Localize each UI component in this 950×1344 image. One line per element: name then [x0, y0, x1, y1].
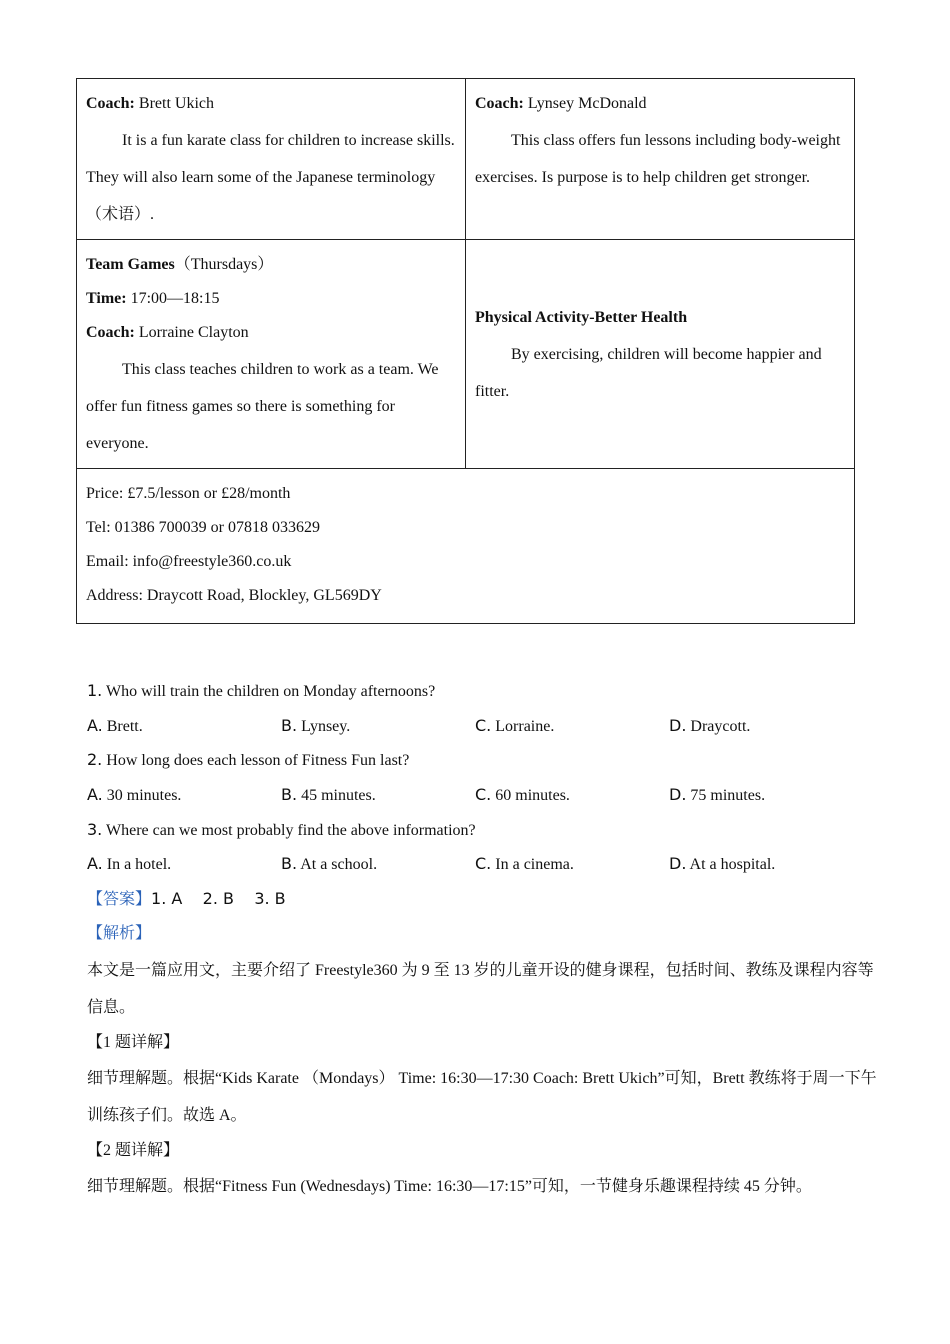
- tel-text: Tel: 01386 700039 or 07818 033629: [86, 519, 320, 536]
- option-a: A. Brett.: [87, 715, 143, 735]
- coach-label: Coach:: [86, 324, 135, 341]
- analysis-label: 【解析】: [87, 924, 152, 942]
- table-row: [77, 79, 855, 240]
- options-2: [87, 778, 877, 813]
- q1-detail-title: 【1 题详解】: [87, 1033, 180, 1051]
- coach-label: Coach:: [475, 95, 524, 112]
- team-games-cell: [77, 240, 466, 469]
- options-3: [87, 847, 877, 882]
- answer-line: [87, 882, 877, 917]
- fitness-cell: [466, 79, 855, 240]
- class-description: This class teaches children to work as a team. We offer fun fitness games so there is something for everyone.: [86, 361, 439, 452]
- q1-detail-text: 细节理解题。根据“Kids Karate （Mondays） Time: 16:30—17:30 Coach: Brett Ukich”可知，Brett 教练将于周一下午训练孩子们。故选 A。: [87, 1069, 877, 1124]
- question-number: 3.: [87, 819, 103, 839]
- coach-label: Coach:: [86, 95, 135, 112]
- class-description: This class offers fun lessons including body-weight exercises. Is purpose is to help children get stronger.: [475, 132, 841, 186]
- option-c: C. 60 minutes.: [475, 785, 570, 805]
- option-b: B. At a school.: [281, 854, 378, 874]
- answer-label: 【答案】: [87, 891, 152, 909]
- coach-name: Lynsey McDonald: [527, 95, 647, 112]
- option-c: C. In a cinema.: [475, 854, 574, 874]
- option-c: C. Lorraine.: [475, 715, 555, 735]
- questions-section: [87, 674, 877, 1205]
- option-d: D. At a hospital.: [669, 854, 776, 874]
- option-d: D. Draycott.: [669, 715, 751, 735]
- coach-name: Brett Ukich: [138, 95, 214, 112]
- course-info-table: [76, 78, 855, 624]
- option-b: B. 45 minutes.: [281, 785, 376, 805]
- table-row: [77, 469, 855, 624]
- question-number: 1.: [87, 681, 103, 700]
- email-text: Email: info@freestyle360.co.uk: [86, 553, 292, 570]
- question-text: How long does each lesson of Fitness Fun last?: [106, 752, 410, 770]
- karate-cell: [77, 79, 466, 240]
- question-1: [87, 674, 877, 709]
- option-a: A. 30 minutes.: [87, 785, 182, 805]
- question-text: Who will train the children on Monday afternoons?: [105, 683, 436, 700]
- question-text: Where can we most probably find the above information?: [105, 821, 476, 839]
- section-title: Physical Activity-Better Health: [475, 308, 688, 326]
- class-time: 17:00—18:15: [130, 290, 220, 307]
- table-row: [77, 240, 855, 469]
- contact-cell: [77, 469, 855, 624]
- class-title: Team Games: [86, 256, 175, 273]
- options-1: [87, 709, 877, 744]
- price-text: Price: £7.5/lesson or £28/month: [86, 485, 291, 502]
- analysis-line: [87, 917, 877, 952]
- analysis-summary: 本文是一篇应用文，主要介绍了 Freestyle360 为 9 至 13 岁的儿童开设的健身课程，包括时间、教练及课程内容等信息。: [87, 961, 874, 1016]
- question-number: 2.: [87, 750, 103, 770]
- option-a: A. In a hotel.: [87, 854, 172, 874]
- time-label: Time:: [86, 290, 127, 307]
- class-description: It is a fun karate class for children to increase skills. They will also learn some of the Japanese terminology（术语）.: [86, 132, 455, 223]
- option-b: B. Lynsey.: [281, 715, 351, 735]
- address-text: Address: Draycott Road, Blockley, GL569DY: [86, 587, 382, 604]
- q2-detail-title: 【2 题详解】: [87, 1141, 180, 1159]
- coach-name: Lorraine Clayton: [138, 324, 249, 341]
- section-description: By exercising, children will become happier and fitter.: [475, 345, 822, 400]
- q2-detail-text: 细节理解题。根据“Fitness Fun (Wednesdays) Time: 16:30—17:15”可知，一节健身乐趣课程持续 45 分钟。: [87, 1177, 812, 1195]
- option-d: D. 75 minutes.: [669, 785, 766, 805]
- question-2: [87, 743, 877, 778]
- health-cell: [466, 240, 855, 469]
- class-day: （Thursdays）: [174, 256, 274, 273]
- answer-text: 1. A 2. B 3. B: [151, 889, 286, 909]
- question-3: [87, 813, 877, 848]
